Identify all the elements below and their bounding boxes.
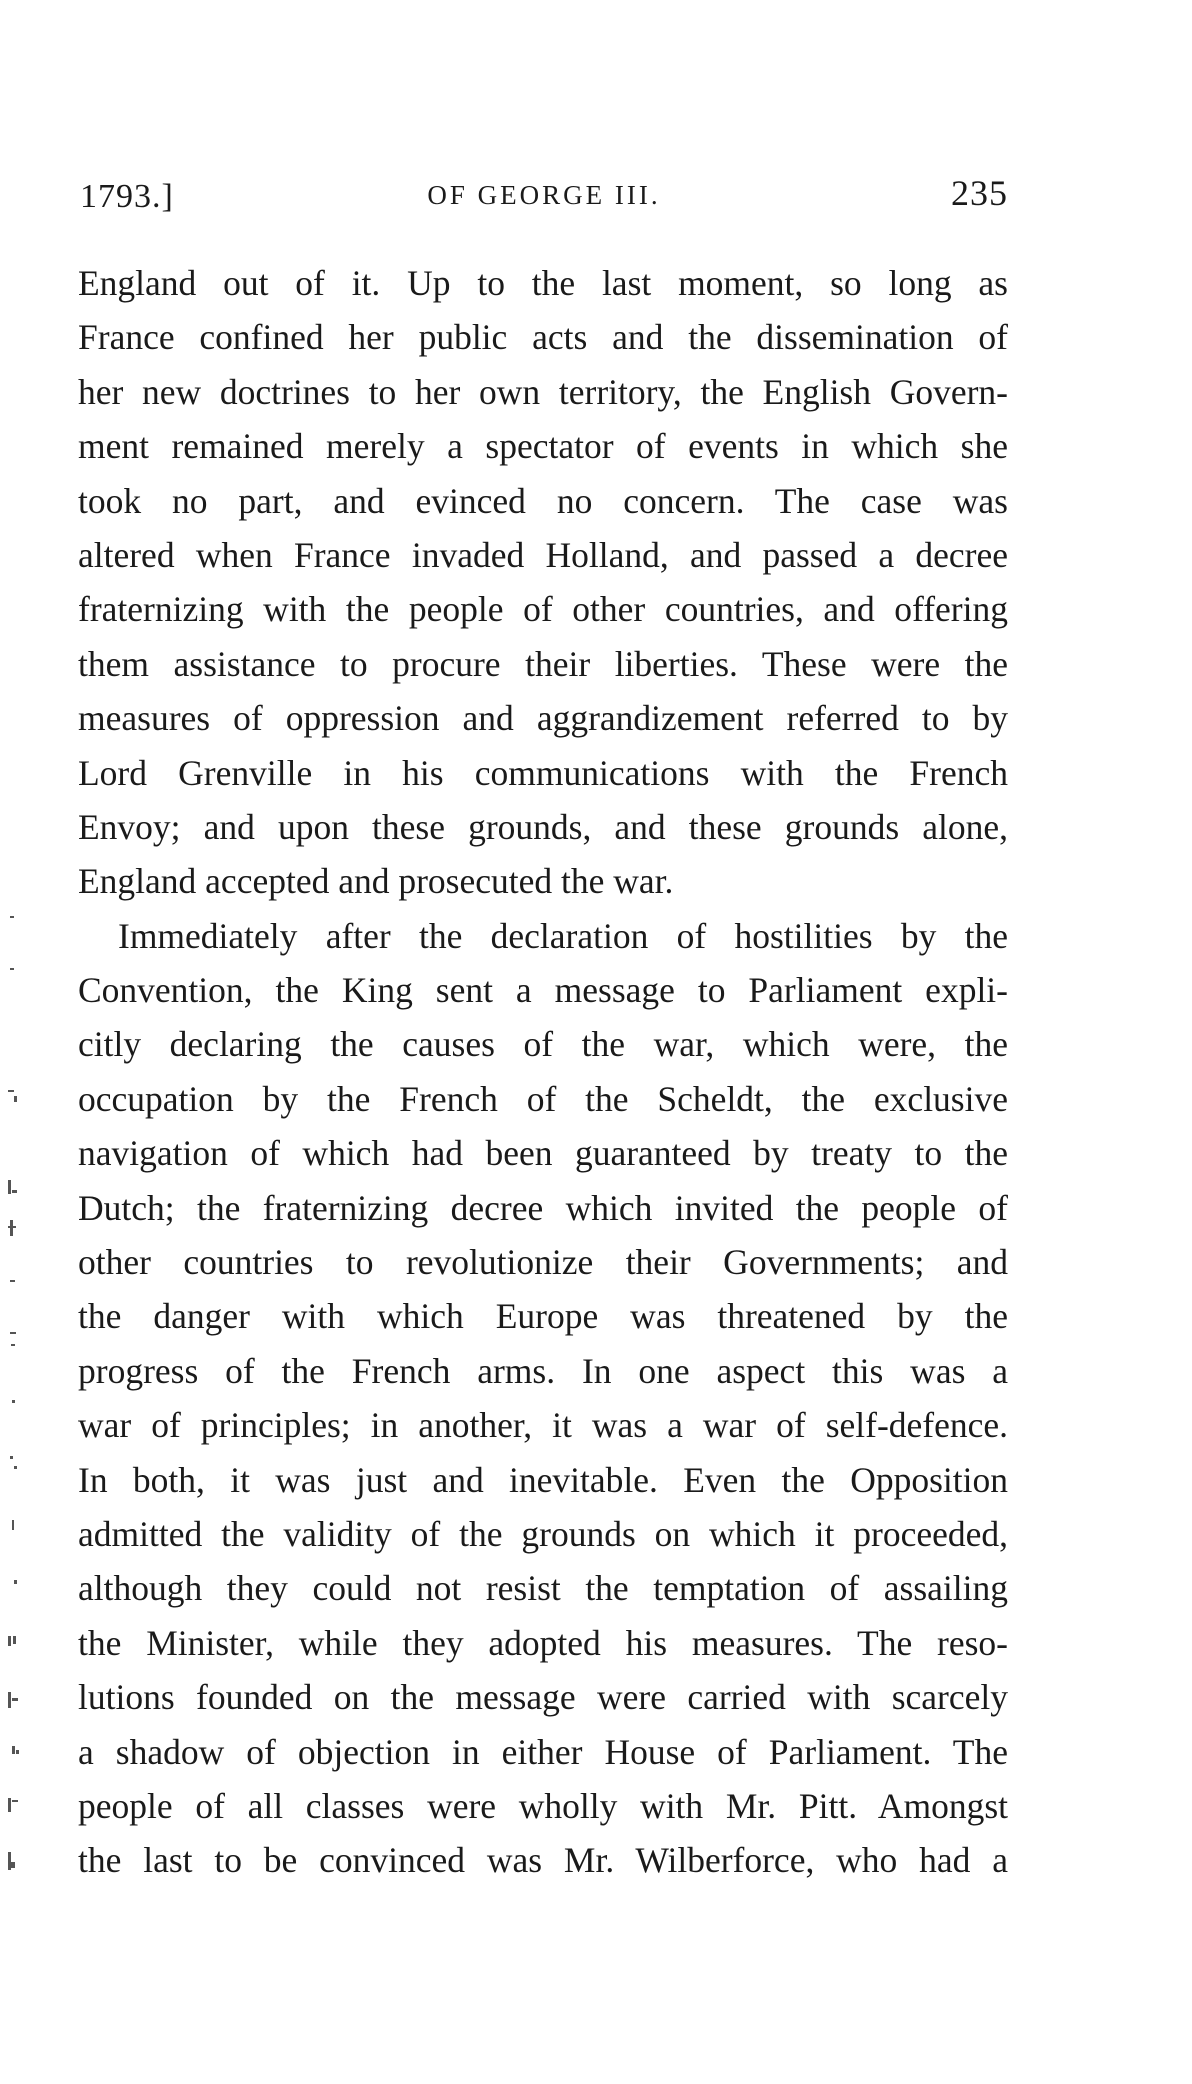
text-line: the danger with which Europe was threatened by the [78,1296,1008,1337]
text-line: In both, it was just and inevitable. Even the Opposition [78,1459,1008,1500]
text-line: war of principles; in another, it was a war of self-defence. [78,1405,1008,1446]
running-head-year: 1793.] [80,178,174,215]
text-line: took no part, and evinced no concern. The case was [78,480,1008,521]
text-line: the Minister, while they adopted his measures. The reso- [78,1622,1008,1663]
text-line: people of all classes were wholly with Mr. Pitt. Amongst [78,1785,1008,1826]
text-line: although they could not resist the temptation of assailing [78,1568,1008,1609]
text-line: ment remained merely a spectator of events in which she [78,426,1008,467]
text-line: occupation by the French of the Scheldt, the exclusive [78,1078,1008,1119]
text-line: fraternizing with the people of other countries, and offering [78,589,1008,630]
text-line: lutions founded on the message were carried with scarcely [78,1677,1008,1718]
paragraph-end-line: England accepted and prosecuted the war. [78,861,674,902]
text-line: other countries to revolutionize their Governments; and [78,1242,1008,1283]
text-line: progress of the French arms. In one aspect this was a [78,1350,1008,1391]
text-line: admitted the validity of the grounds on which it proceeded, [78,1513,1008,1554]
text-line: measures of oppression and aggrandizement referred to by [78,698,1008,739]
running-head [80,168,1008,220]
text-line: England out of it. Up to the last moment, so long as [78,263,1008,303]
text-line: Convention, the King sent a message to Parliament expli- [78,970,1008,1011]
gutter-bleed-marks [0,900,60,2050]
text-line: altered when France invaded Holland, and passed a decree [78,534,1008,575]
text-line: navigation of which had been guaranteed by treaty to the [78,1133,1008,1174]
running-head-title: OF GEORGE III. [427,180,661,210]
text-line: Lord Grenville in his communications with the French [78,752,1008,793]
text-line: France confined her public acts and the dissemination of [78,317,1008,358]
gutter-marks-graphic [0,900,60,2050]
page-number: 235 [951,173,1008,213]
text-line: Dutch; the fraternizing decree which invited the people of [78,1187,1008,1228]
text-line: them assistance to procure their liberties. These were the [78,643,1008,684]
text-line: a shadow of objection in either House of Parliament. The [78,1731,1008,1772]
text-line: Envoy; and upon these grounds, and these grounds alone, [78,806,1008,847]
text-line: citly declaring the causes of the war, which were, the [78,1024,1008,1065]
text-line: the last to be convinced was Mr. Wilberforce, who had a [78,1840,1008,1881]
paragraph-start-line: Immediately after the declaration of hostilities by the [118,915,1008,956]
text-line: her new doctrines to her own territory, the English Govern- [78,371,1008,412]
body-text [78,256,1008,1888]
